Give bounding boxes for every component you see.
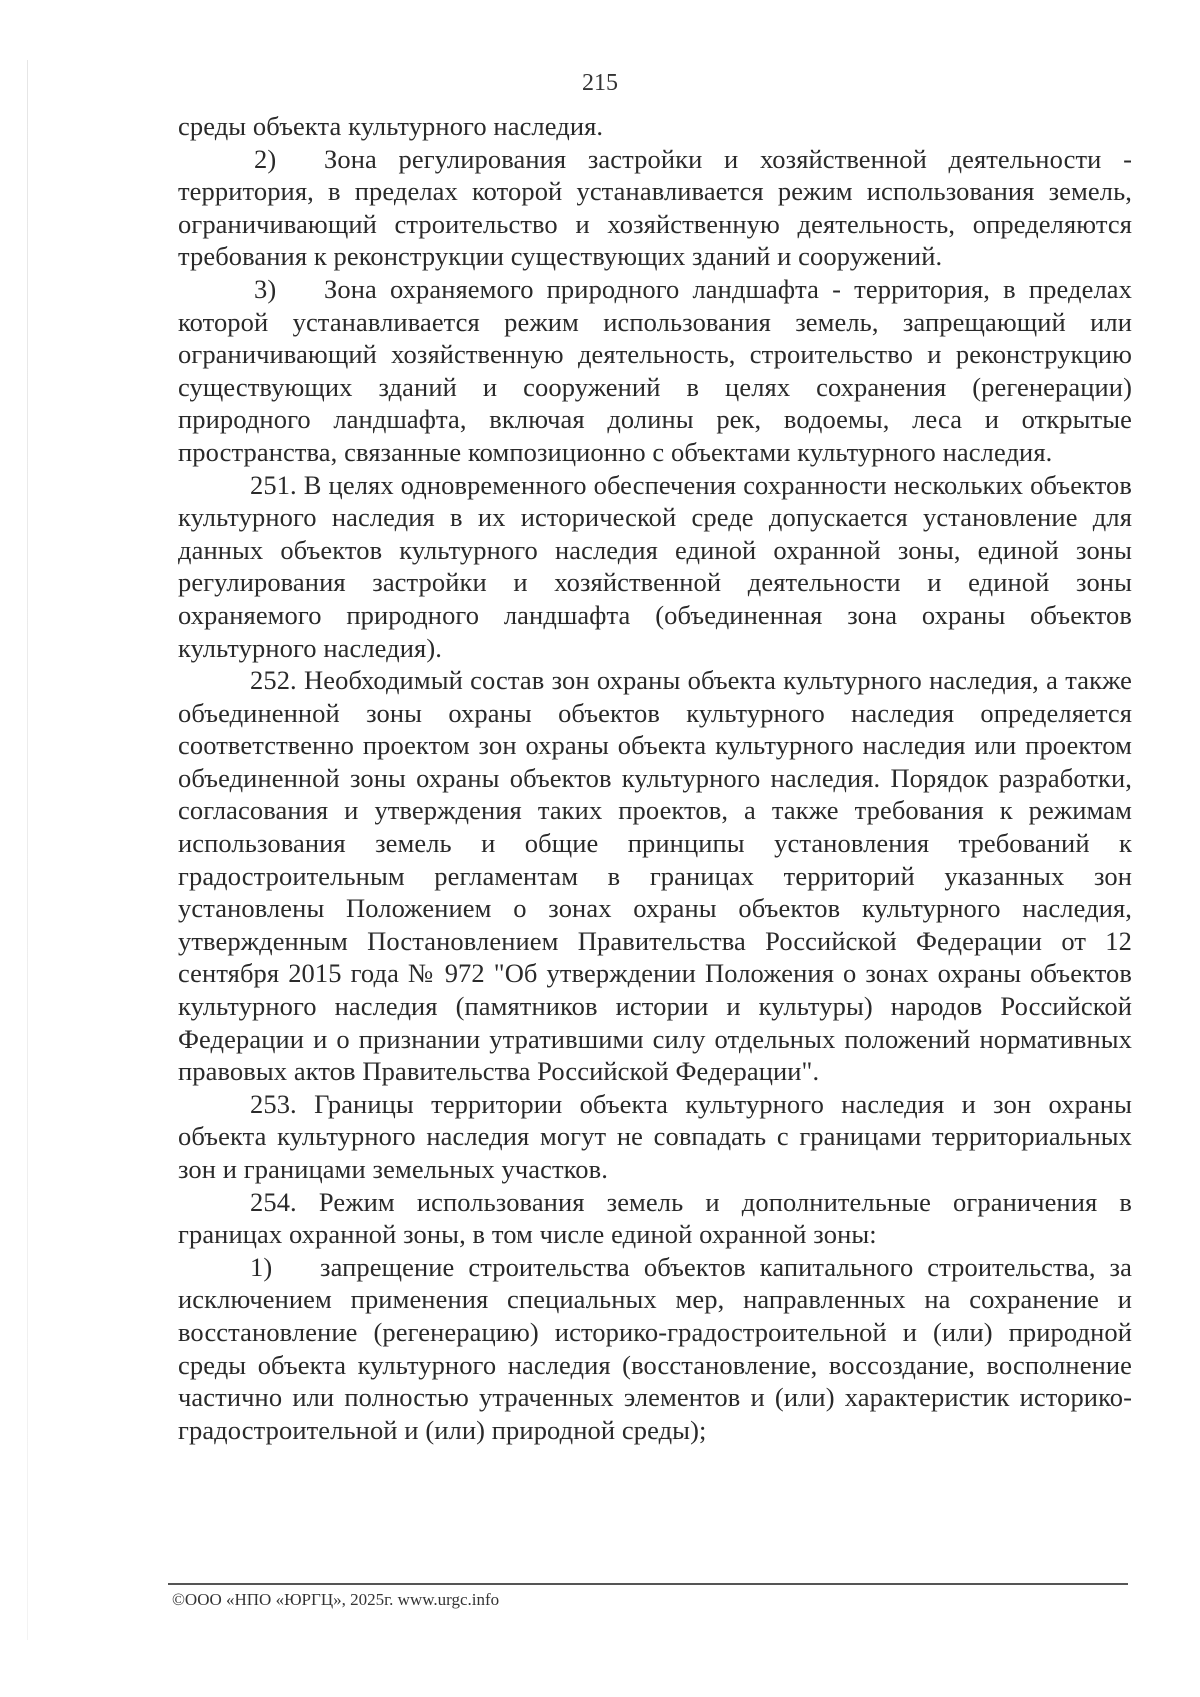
paragraph-251: 251. В целях одновременного обеспечения сохранности нескольких объектов культурного наследия в их исторической среде допускается установление для данных объектов культурного наследия единой охранной зоны, единой зоны регулирования застройки и хозяйственной деятельности и единой зоны охраняемого природного ландшафта (объединенная зона охраны объектов культурного наследия).	[178, 469, 1132, 663]
list-item-2	[178, 143, 1132, 273]
list-item-number: 3)	[254, 273, 277, 304]
scan-margin-shadow	[27, 60, 28, 1640]
footer-divider	[168, 1583, 1128, 1585]
list-item-text: Зона регулирования застройки и хозяйственной деятельности - территория, в пределах которой устанавливается режим использования земель, ограничивающий строительство и хозяйственную деятельность, определяются требования к реконструкции существующих зданий и сооружений.	[178, 143, 1132, 272]
list-item-text: запрещение строительства объектов капитального строительства, за исключением применения специальных мер, направленных на сохранение и восстановление (регенерацию) историко-градостроительной и (или) природной среды объекта культурного наследия (восстановление, воссоздание, восполнение частично или полностью утраченных элементов и (или) характеристик историко-градостроительной и (или) природной среды);	[178, 1251, 1132, 1445]
paragraph-continuation: среды объекта культурного наследия.	[178, 111, 604, 141]
paragraph-254: 254. Режим использования земель и дополнительные ограничения в границах охранной зоны, в том числе единой охранной зоны:	[178, 1186, 1132, 1250]
document-body	[178, 110, 1132, 1446]
paragraph-253: 253. Границы территории объекта культурного наследия и зон охраны объекта культурного наследия могут не совпадать с границами территориальных зон и границами земельных участков.	[178, 1088, 1132, 1184]
footer-copyright: ©ООО «НПО «ЮРГЦ», 2025г. www.urgc.info	[172, 1590, 500, 1609]
list-item-number: 1)	[250, 1251, 273, 1282]
paragraph-252: 252. Необходимый состав зон охраны объекта культурного наследия, а также объединенной зоны охраны объектов культурного наследия определяется соответственно проектом зон охраны объекта культурного наследия или проектом объединенной зоны охраны объектов культурного наследия. Порядок разработки, согласования и утверждения таких проектов, а также требования к режимам использования земель и общие принципы установления требований к градостроительным регламентам в границах территорий указанных зон установлены Положением о зонах охраны объектов культурного наследия, утвержденным Постановлением Правительства Российской Федерации от 12 сентября 2015 года № 972 "Об утверждении Положения о зонах охраны объектов культурного наследия (памятников истории и культуры) народов Российской Федерации и о признании утратившими силу отдельных положений нормативных правовых актов Правительства Российской Федерации".	[178, 665, 1132, 1087]
list-item-3	[178, 273, 1132, 469]
page-number: 215	[582, 70, 618, 96]
list-item-text: Зона охраняемого природного ландшафта - территория, в пределах которой устанавливается режим использования земель, запрещающий или ограничивающий хозяйственную деятельность, строительство и реконструкцию существующих зданий и сооружений в целях сохранения (регенерации) природного ландшафта, включая долины рек, водоемы, леса и открытые пространства, связанные композиционно с объектами культурного наследия.	[178, 273, 1132, 467]
list-item-1	[178, 1251, 1132, 1447]
list-item-number: 2)	[254, 143, 277, 174]
